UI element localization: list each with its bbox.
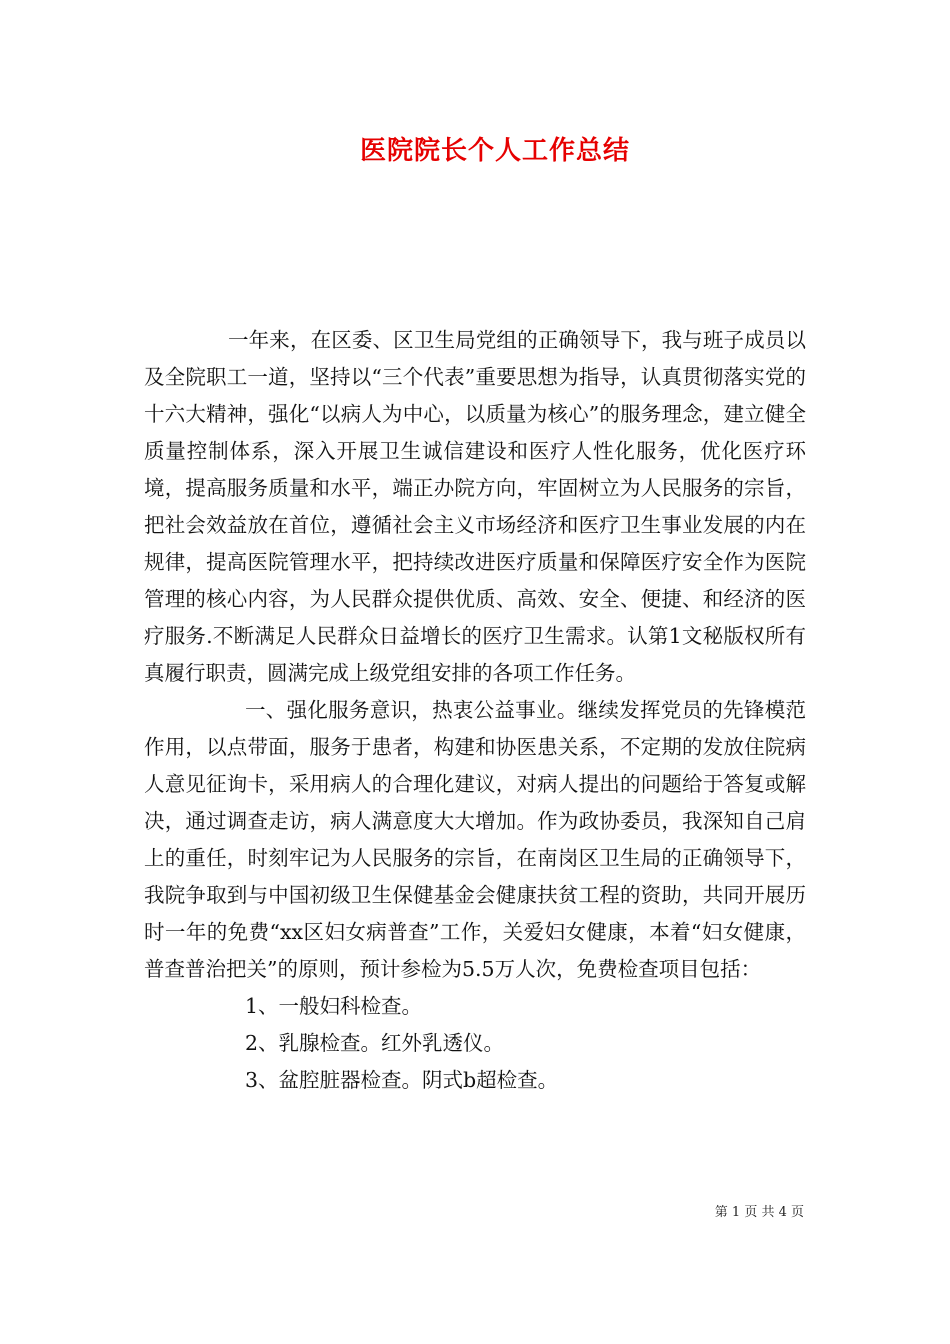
paragraph-intro: 一年来，在区委、区卫生局党组的正确领导下，我与班子成员以及全院职工一道，坚持以“三个代表”重要思想为指导，认真贯彻落实党的十六大精神，强化“以病人为中心，以质量为核心”的服务理念，建立健全质量控制体系，深入开展卫生诚信建设和医疗人性化服务，优化医疗环境，提高服务质量和水平，端正办院方向，牢固树立为人民服务的宗旨，把社会效益放在首位，遵循社会主义市场经济和医疗卫生事业发展的内在规律，提高医院管理水平，把持续改进医疗质量和保障医疗安全作为医院管理的核心内容，为人民群众提供优质、高效、安全、便捷、和经济的医疗服务.不断满足人民群众日益增长的医疗卫生需求。认第1文秘版权所有真履行职责，圆满完成上级党组安排的各项工作任务。 bbox=[144, 328, 806, 685]
list-item: 3、盆腔脏器检查。阴式b超检查。 bbox=[245, 1068, 559, 1092]
document-title: 医院院长个人工作总结 bbox=[359, 136, 630, 166]
list-item: 2、乳腺检查。红外乳透仪。 bbox=[245, 1031, 505, 1055]
paragraph-section-one: 一、强化服务意识，热衷公益事业。继续发挥党员的先锋模范作用，以点带面，服务于患者，构建和协医患关系，不定期的发放住院病人意见征询卡，采用病人的合理化建议，对病人提出的问题给于答复或解决，通过调查走访，病人满意度大大增加。作为政协委员，我深知自己肩上的重任，时刻牢记为人民服务的宗旨，在南岗区卫生局的正确领导下，我院争取到与中国初级卫生保健基金会健康扶贫工程的资助，共同开展历时一年的免费“xx区妇女病普查”工作，关爱妇女健康，本着“妇女健康，普查普治把关”的原则，预计参检为5.5万人次，免费检查项目包括： bbox=[144, 698, 806, 981]
page-number-footer: 第 1 页 共 4 页 bbox=[714, 1205, 804, 1220]
document-body bbox=[144, 322, 806, 1099]
list-item: 1、一般妇科检查。 bbox=[245, 994, 423, 1018]
